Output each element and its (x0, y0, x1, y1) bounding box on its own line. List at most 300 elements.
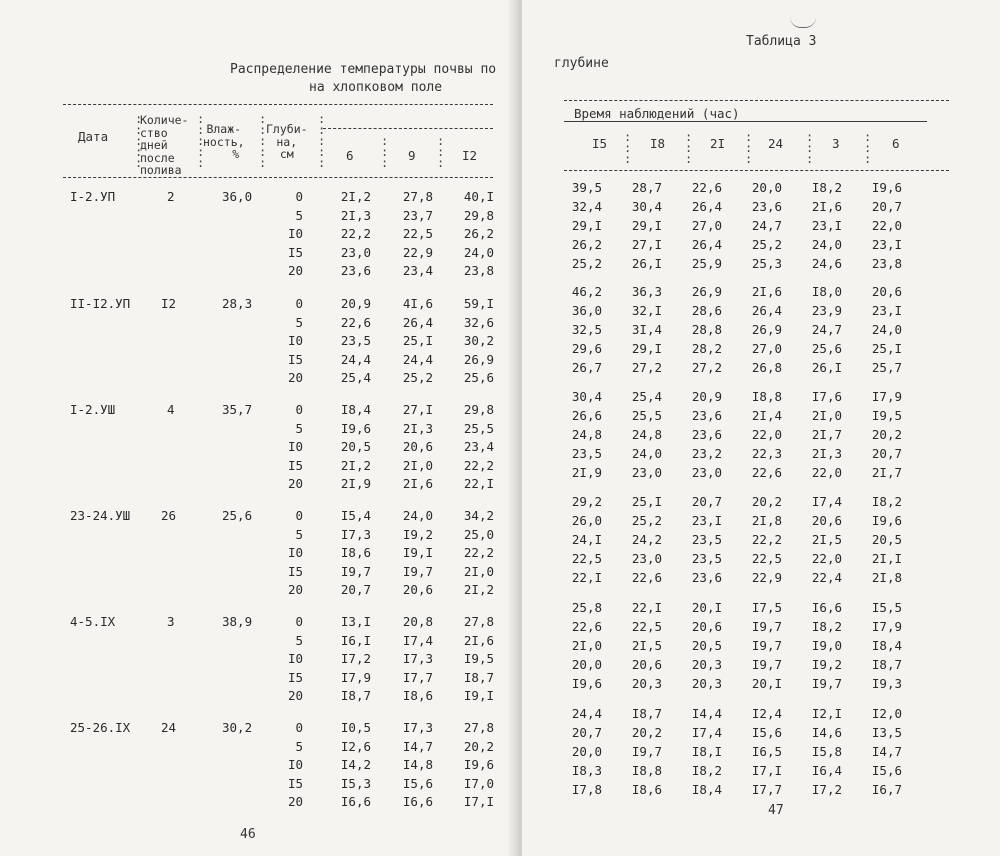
cell-value: 22,6 (691, 180, 722, 195)
cell-value: 23,0 (340, 244, 371, 260)
cell-depth: 5 (295, 526, 303, 542)
cell-value: 27,0 (691, 218, 722, 233)
cell-value: 20,6 (402, 582, 433, 597)
cell-value: I4,7 (402, 738, 433, 754)
row-days: 4 (167, 402, 175, 417)
cell-depth: 0 (295, 189, 303, 204)
cell-value: 24,2 (631, 532, 662, 547)
cell-depth: 0 (295, 720, 303, 735)
cell-value: 59,I (463, 296, 494, 311)
cell-value: I9,6 (571, 676, 602, 691)
cell-value: I7,I (751, 763, 782, 778)
cell-value: I7,7 (402, 669, 433, 685)
cell-value: 28,7 (631, 180, 662, 195)
cell-value: I6,4 (811, 763, 842, 778)
cell-value: I9,7 (751, 657, 782, 672)
cell-depth: 0 (295, 402, 303, 417)
cell-value: 2I,2 (340, 457, 371, 473)
cell-value: 2I,8 (871, 570, 902, 585)
cell-value: 2I,6 (402, 476, 433, 491)
cell-value: 20,0 (571, 657, 602, 672)
cell-value: 34,2 (463, 508, 494, 523)
column-separator: : : : (864, 130, 872, 166)
cell-value: 29,2 (571, 494, 602, 509)
cell-depth: I0 (287, 651, 303, 666)
row-moisture: 36,0 (222, 189, 253, 204)
cell-value: 2I,2 (463, 582, 494, 597)
cell-value: I8,7 (340, 688, 371, 703)
cell-value: I8,4 (871, 638, 902, 653)
cell-depth: I5 (287, 775, 303, 791)
cell-value: 20,6 (811, 513, 842, 528)
cell-depth: 20 (287, 688, 303, 703)
cell-value: 20,2 (871, 427, 902, 442)
row-date: 4-5.IX (70, 614, 116, 629)
cell-value: 23,I (811, 218, 842, 233)
cell-value: I7,4 (811, 494, 842, 509)
cell-value: 25,5 (631, 408, 662, 423)
cell-depth: 0 (295, 508, 303, 523)
header-time-6: 6 (346, 148, 354, 163)
page-number-left: 46 (240, 827, 256, 842)
cell-value: 20,3 (691, 657, 722, 672)
cell-depth: I5 (287, 669, 303, 685)
table-title-line1: Распределение температуры почвы по (230, 62, 497, 77)
cell-value: 25,6 (811, 341, 842, 356)
row-moisture: 28,3 (222, 296, 253, 311)
cell-value: 29,I (631, 218, 662, 233)
cell-value: 32,4 (571, 199, 602, 214)
cell-depth: I5 (287, 563, 303, 579)
cell-value: I7,7 (751, 782, 782, 797)
cell-value: 20,7 (571, 725, 602, 740)
cell-depth: I0 (287, 757, 303, 772)
cell-value: I9,7 (631, 744, 662, 759)
cell-value: I7,2 (811, 782, 842, 797)
cell-value: 24,4 (571, 706, 602, 721)
table-title-continuation: глубине (554, 56, 609, 71)
cell-value: 20,7 (340, 582, 371, 597)
header-top-rule-right (564, 100, 949, 101)
cell-value: 39,5 (571, 180, 602, 195)
cell-value: 22,5 (571, 551, 602, 566)
cell-depth: 5 (295, 314, 303, 330)
cell-value: 2I,8 (751, 513, 782, 528)
cell-depth: 5 (295, 632, 303, 648)
cell-value: 27,8 (463, 720, 494, 735)
time-header: Время наблюдений (час) (574, 106, 740, 121)
cell-depth: 0 (295, 296, 303, 311)
table-title-line2: на хлопковом поле (309, 80, 443, 95)
cell-value: 2I,7 (811, 427, 842, 442)
cell-depth: 20 (287, 263, 303, 278)
cell-value: 22,2 (340, 226, 371, 241)
cell-value: 27,2 (691, 360, 722, 375)
row-days: 3 (167, 614, 175, 629)
cell-value: I5,6 (871, 763, 902, 778)
cell-value: I8,2 (811, 619, 842, 634)
cell-value: 25,2 (571, 256, 602, 271)
cell-value: I7,9 (871, 389, 902, 404)
cell-value: 2I,0 (571, 638, 602, 653)
row-days: 26 (161, 508, 177, 523)
cell-depth: I5 (287, 244, 303, 260)
cell-value: 2I,7 (871, 465, 902, 480)
cell-value: I9,7 (811, 676, 842, 691)
cell-value: I8,I (691, 744, 722, 759)
cell-value: I7,4 (691, 725, 722, 740)
cell-value: 26,9 (691, 284, 722, 299)
cell-value: I4,7 (871, 744, 902, 759)
cell-value: I9,3 (871, 676, 902, 691)
cell-value: 2I,9 (340, 476, 371, 491)
cell-value: I5,6 (402, 775, 433, 791)
cell-depth: I0 (287, 545, 303, 560)
cell-value: 20,3 (631, 676, 662, 691)
cell-value: I5,6 (751, 725, 782, 740)
cell-value: 26,I (811, 360, 842, 375)
cell-value: 24,7 (751, 218, 782, 233)
cell-value: I4,8 (402, 757, 433, 772)
cell-value: 3I,4 (631, 322, 662, 337)
cell-value: 22,9 (402, 244, 433, 260)
cell-value: I6,I (340, 632, 371, 648)
cell-value: 32,6 (463, 314, 494, 330)
cell-value: 23,0 (631, 551, 662, 566)
cell-value: 20,5 (691, 638, 722, 653)
cell-value: I8,7 (463, 669, 494, 685)
cell-value: 22,6 (571, 619, 602, 634)
cell-value: 2I,5 (631, 638, 662, 653)
cell-value: 23,I (691, 513, 722, 528)
cell-value: 22,0 (751, 427, 782, 442)
cell-value: I6,6 (402, 794, 433, 809)
cell-value: 29,8 (463, 402, 494, 417)
cell-value: 23,7 (402, 207, 433, 223)
cell-value: I9,I (402, 545, 433, 560)
cell-value: 27,I (402, 402, 433, 417)
cell-value: 2I,2 (340, 189, 371, 204)
cell-value: 22,0 (871, 218, 902, 233)
row-days: I2 (161, 296, 177, 311)
row-date: I-2.УП (70, 189, 116, 204)
cell-value: 2I,6 (751, 284, 782, 299)
cell-value: 22,I (463, 476, 494, 491)
cell-value: 23,4 (463, 439, 494, 454)
cell-value: 20,2 (631, 725, 662, 740)
cell-value: I7,5 (751, 600, 782, 615)
row-moisture: 38,9 (222, 614, 253, 629)
cell-value: 30,2 (463, 333, 494, 348)
cell-value: 2I,5 (811, 532, 842, 547)
header-mid-rule (323, 128, 493, 129)
cell-value: 22,2 (463, 545, 494, 560)
cell-value: 2I,3 (402, 420, 433, 436)
cell-value: I9,2 (811, 657, 842, 672)
cell-value: 24,0 (631, 446, 662, 461)
cell-value: I6,6 (811, 600, 842, 615)
cell-value: I9,5 (463, 651, 494, 666)
cell-value: 36,3 (631, 284, 662, 299)
header-bottom-rule (63, 177, 493, 178)
cell-value: 20,I (691, 600, 722, 615)
table-label: Таблица 3 (746, 34, 817, 49)
right-page (522, 0, 1000, 856)
cell-value: 26,4 (751, 303, 782, 318)
cell-value: I7,9 (871, 619, 902, 634)
cell-depth: 0 (295, 614, 303, 629)
cell-value: 24,7 (811, 322, 842, 337)
cell-value: 26,2 (571, 237, 602, 252)
cell-value: 28,8 (691, 322, 722, 337)
column-separator: : : : : : (135, 112, 143, 170)
cell-value: I6,5 (751, 744, 782, 759)
cell-value: I7,3 (402, 651, 433, 666)
cell-value: 22,I (571, 570, 602, 585)
cell-value: 22,5 (751, 551, 782, 566)
cell-value: 20,8 (402, 614, 433, 629)
cell-value: I9,2 (402, 526, 433, 542)
cell-value: 25,7 (871, 360, 902, 375)
cell-value: 26,0 (571, 513, 602, 528)
cell-value: 40,I (463, 189, 494, 204)
cell-value: I5,3 (340, 775, 371, 791)
cell-depth: I5 (287, 351, 303, 367)
cell-value: I0,5 (340, 720, 371, 735)
cell-depth: 20 (287, 476, 303, 491)
cell-value: 29,8 (463, 207, 494, 223)
cell-value: I7,8 (571, 782, 602, 797)
cell-value: I3,5 (871, 725, 902, 740)
cell-value: 26,8 (751, 360, 782, 375)
cell-value: 23,6 (340, 263, 371, 278)
cell-value: 26,4 (402, 314, 433, 330)
cell-value: 2I,3 (340, 207, 371, 223)
cell-value: 23,5 (691, 551, 722, 566)
cell-value: 22,9 (751, 570, 782, 585)
cell-value: I9,7 (402, 563, 433, 579)
cell-value: 25,I (631, 494, 662, 509)
cell-value: I5,5 (871, 600, 902, 615)
cell-depth: I0 (287, 226, 303, 241)
cell-value: 22,6 (340, 314, 371, 330)
cell-value: 27,0 (751, 341, 782, 356)
cell-value: 20,3 (691, 676, 722, 691)
cell-value: 23,2 (691, 446, 722, 461)
cell-value: 23,6 (751, 199, 782, 214)
cell-value: 20,6 (402, 439, 433, 454)
cell-value: 25,3 (751, 256, 782, 271)
cell-value: 24,0 (402, 508, 433, 523)
cell-value: 24,0 (811, 237, 842, 252)
cell-value: I5,4 (340, 508, 371, 523)
cell-value: 25,6 (463, 370, 494, 385)
row-date: I-2.УШ (70, 402, 116, 417)
cell-value: 25,9 (691, 256, 722, 271)
cell-value: 20,2 (751, 494, 782, 509)
column-separator: : : : : : (197, 112, 205, 170)
cell-value: I2,I (811, 706, 842, 721)
cell-value: I4,4 (691, 706, 722, 721)
cell-value: 2I,0 (463, 563, 494, 579)
row-days: 24 (161, 720, 177, 735)
cell-value: 22,I (631, 600, 662, 615)
cell-value: I6,6 (340, 794, 371, 809)
cell-value: 23,6 (691, 408, 722, 423)
cell-value: 2I,6 (811, 199, 842, 214)
cell-value: 22,0 (811, 551, 842, 566)
cell-depth: 20 (287, 794, 303, 809)
cell-value: 26,9 (463, 351, 494, 367)
cell-value: 23,0 (691, 465, 722, 480)
row-moisture: 25,6 (222, 508, 253, 523)
cell-value: I4,2 (340, 757, 371, 772)
column-separator: : : : : : (259, 112, 267, 170)
cell-depth: I0 (287, 439, 303, 454)
row-date: 25-26.IX (70, 720, 131, 735)
cell-value: I8,3 (571, 763, 602, 778)
cell-value: 20,6 (871, 284, 902, 299)
cell-value: 29,6 (571, 341, 602, 356)
row-date: 23-24.УШ (70, 508, 131, 523)
cell-value: 20,0 (571, 744, 602, 759)
cell-value: 25,I (402, 333, 433, 348)
cell-value: I2,4 (751, 706, 782, 721)
cell-depth: 20 (287, 582, 303, 597)
cell-value: I8,0 (811, 284, 842, 299)
cell-value: 25,2 (631, 513, 662, 528)
cell-value: 20,9 (340, 296, 371, 311)
cell-value: 20,5 (340, 439, 371, 454)
cell-value: 46,2 (571, 284, 602, 299)
cell-depth: 5 (295, 420, 303, 436)
cell-value: 23,4 (402, 263, 433, 278)
cell-value: I7,2 (340, 651, 371, 666)
page-number-right: 47 (768, 803, 784, 818)
cell-value: 20,6 (691, 619, 722, 634)
column-separator: : : : (624, 130, 632, 166)
row-moisture: 30,2 (222, 720, 253, 735)
header-time-12: I2 (462, 148, 478, 163)
cell-value: 29,I (571, 218, 602, 233)
cell-value: 26,4 (691, 237, 722, 252)
cell-value: I9,0 (811, 638, 842, 653)
cell-value: 22,2 (751, 532, 782, 547)
cell-value: 24,4 (340, 351, 371, 367)
header-time-I8: I8 (650, 136, 666, 151)
cell-value: I9,6 (340, 420, 371, 436)
cell-value: 2I,0 (402, 457, 433, 473)
header-time-I5: I5 (592, 136, 608, 151)
cell-depth: 5 (295, 207, 303, 223)
cell-value: I8,2 (811, 180, 842, 195)
cell-value: 22,6 (751, 465, 782, 480)
cell-value: I8,7 (871, 657, 902, 672)
cell-value: 22,4 (811, 570, 842, 585)
header-time-3: 3 (832, 136, 840, 151)
cell-value: 25,0 (463, 526, 494, 542)
cell-value: 28,6 (691, 303, 722, 318)
cell-value: I8,6 (402, 688, 433, 703)
cell-value: 36,0 (571, 303, 602, 318)
cell-value: 26,2 (463, 226, 494, 241)
cell-value: 23,5 (691, 532, 722, 547)
cell-value: 23,5 (340, 333, 371, 348)
cell-value: 22,6 (631, 570, 662, 585)
cell-value: I8,2 (691, 763, 722, 778)
cell-value: I9,6 (871, 180, 902, 195)
cell-value: 27,I (631, 237, 662, 252)
cell-value: 20,7 (691, 494, 722, 509)
cell-value: 2I,I (871, 551, 902, 566)
row-moisture: 35,7 (222, 402, 253, 417)
cell-value: 20,7 (871, 199, 902, 214)
cell-depth: 5 (295, 738, 303, 754)
header-depth: Глуби- на, см (266, 122, 308, 161)
cell-value: 30,4 (571, 389, 602, 404)
cell-value: 4I,6 (402, 296, 433, 311)
column-separator: : : : (381, 134, 389, 170)
cell-value: 25,4 (340, 370, 371, 385)
header-bottom-rule-right (564, 170, 949, 171)
header-top-rule (63, 104, 493, 105)
cell-value: I6,7 (871, 782, 902, 797)
cell-value: I7,3 (340, 526, 371, 542)
cell-value: 24,8 (571, 427, 602, 442)
cell-value: I9,5 (871, 408, 902, 423)
cell-value: 2I,4 (751, 408, 782, 423)
cell-value: I8,8 (751, 389, 782, 404)
cell-value: 24,6 (811, 256, 842, 271)
cell-value: 27,8 (463, 614, 494, 629)
cell-value: 23,6 (691, 427, 722, 442)
cell-value: 20,9 (691, 389, 722, 404)
cell-value: 23,9 (811, 303, 842, 318)
cell-value: I8,7 (631, 706, 662, 721)
cell-value: I2,6 (340, 738, 371, 754)
header-moisture: Влаж- ность, % (203, 122, 245, 161)
cell-value: I7,3 (402, 720, 433, 735)
cell-value: I9,7 (751, 619, 782, 634)
cell-value: 23,5 (571, 446, 602, 461)
row-days: 2 (167, 189, 175, 204)
cell-value: 20,2 (463, 738, 494, 754)
cell-value: I7,6 (811, 389, 842, 404)
cell-value: 32,I (631, 303, 662, 318)
cell-value: 2I,0 (811, 408, 842, 423)
cell-value: 24,0 (463, 244, 494, 260)
cell-value: 20,0 (751, 180, 782, 195)
cell-value: I9,6 (871, 513, 902, 528)
cell-value: 25,5 (463, 420, 494, 436)
cell-value: 29,I (631, 341, 662, 356)
cell-depth: I0 (287, 333, 303, 348)
cell-value: 23,8 (463, 263, 494, 278)
cell-value: 22,2 (463, 457, 494, 473)
cell-value: 26,7 (571, 360, 602, 375)
column-separator: : : : (745, 130, 753, 166)
column-separator: : : : (437, 134, 445, 170)
cell-value: I5,8 (811, 744, 842, 759)
cell-value: I2,0 (871, 706, 902, 721)
header-time-2I: 2I (710, 136, 726, 151)
cell-value: I3,I (340, 614, 371, 629)
cell-value: 24,8 (631, 427, 662, 442)
cell-value: 20,6 (631, 657, 662, 672)
cell-value: I8,2 (871, 494, 902, 509)
cell-value: 25,2 (402, 370, 433, 385)
cell-value: 23,6 (691, 570, 722, 585)
